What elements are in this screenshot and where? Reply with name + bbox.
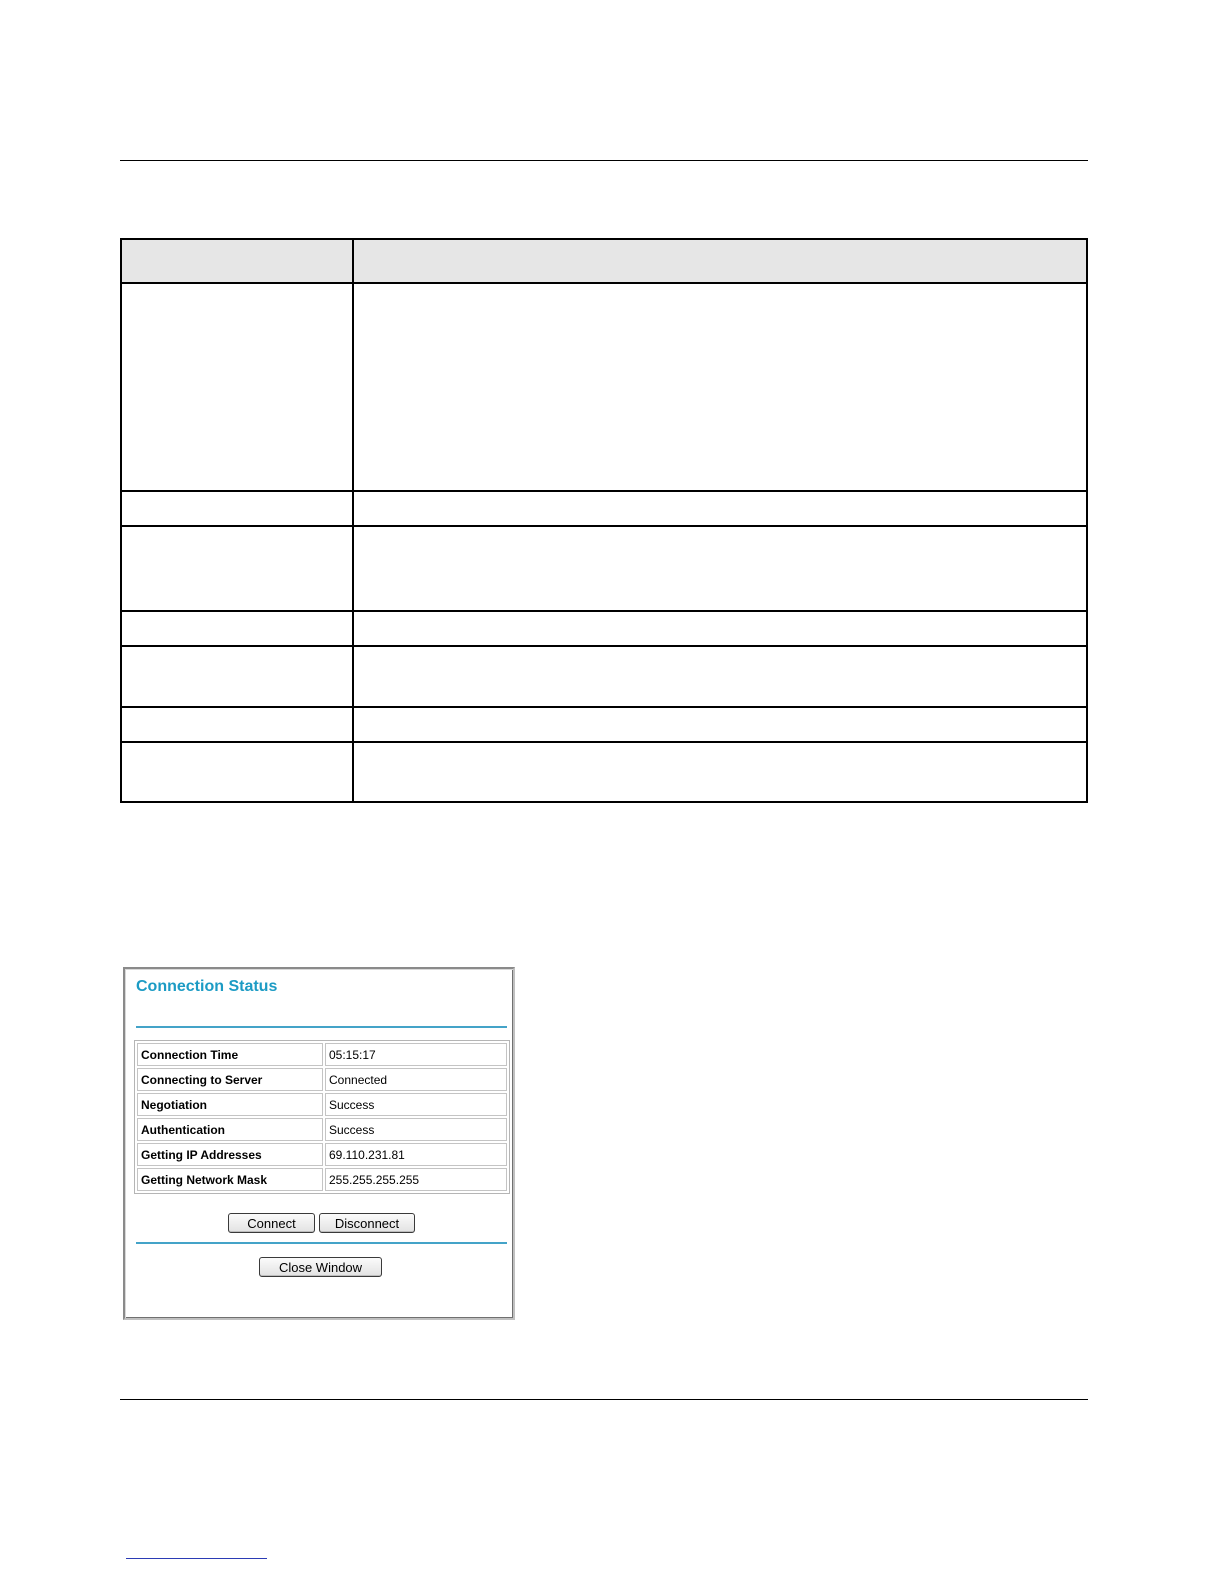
status-value: 05:15:17 [325, 1043, 507, 1066]
settings-cell [121, 611, 353, 646]
settings-cell [353, 283, 1087, 491]
title-divider [136, 1026, 507, 1028]
settings-cell [121, 283, 353, 491]
status-row-connection-time [137, 1043, 507, 1066]
settings-cell [353, 646, 1087, 707]
status-value: Connected [325, 1068, 507, 1091]
status-row-ip-addresses [137, 1143, 507, 1166]
settings-cell [353, 707, 1087, 742]
status-row-authentication [137, 1118, 507, 1141]
settings-header-cell-1 [121, 239, 353, 283]
settings-table [120, 238, 1088, 803]
settings-cell [353, 491, 1087, 526]
settings-cell [353, 611, 1087, 646]
status-row-connecting-to-server [137, 1068, 507, 1091]
disconnect-button[interactable]: Disconnect [319, 1213, 415, 1233]
status-label: Getting Network Mask [137, 1168, 323, 1191]
settings-cell [353, 742, 1087, 802]
settings-table-header-row [121, 239, 1087, 283]
status-row-negotiation [137, 1093, 507, 1116]
status-value: 255.255.255.255 [325, 1168, 507, 1191]
status-value: Success [325, 1118, 507, 1141]
status-value: Success [325, 1093, 507, 1116]
connection-status-window [123, 967, 515, 1320]
settings-header-cell-2 [353, 239, 1087, 283]
status-label: Connection Time [137, 1043, 323, 1066]
settings-cell [121, 742, 353, 802]
connect-button[interactable]: Connect [228, 1213, 315, 1233]
status-label: Authentication [137, 1118, 323, 1141]
footer-link-underline[interactable] [126, 1558, 267, 1559]
settings-cell [353, 526, 1087, 611]
status-label: Connecting to Server [137, 1068, 323, 1091]
settings-cell [121, 707, 353, 742]
status-label: Getting IP Addresses [137, 1143, 323, 1166]
settings-table-row [121, 742, 1087, 802]
settings-table-row [121, 491, 1087, 526]
connection-status-table [134, 1040, 510, 1194]
status-label: Negotiation [137, 1093, 323, 1116]
buttons-divider [136, 1242, 507, 1244]
status-row-network-mask [137, 1168, 507, 1191]
settings-table-row [121, 526, 1087, 611]
settings-table-row [121, 707, 1087, 742]
close-window-button[interactable]: Close Window [259, 1257, 382, 1277]
header-rule [120, 160, 1088, 161]
footer-rule [120, 1399, 1088, 1400]
settings-cell [121, 526, 353, 611]
settings-cell [121, 491, 353, 526]
settings-table-row [121, 283, 1087, 491]
settings-table-row [121, 646, 1087, 707]
settings-table-row [121, 611, 1087, 646]
connection-status-title: Connection Status [136, 978, 278, 995]
settings-cell [121, 646, 353, 707]
status-value: 69.110.231.81 [325, 1143, 507, 1166]
